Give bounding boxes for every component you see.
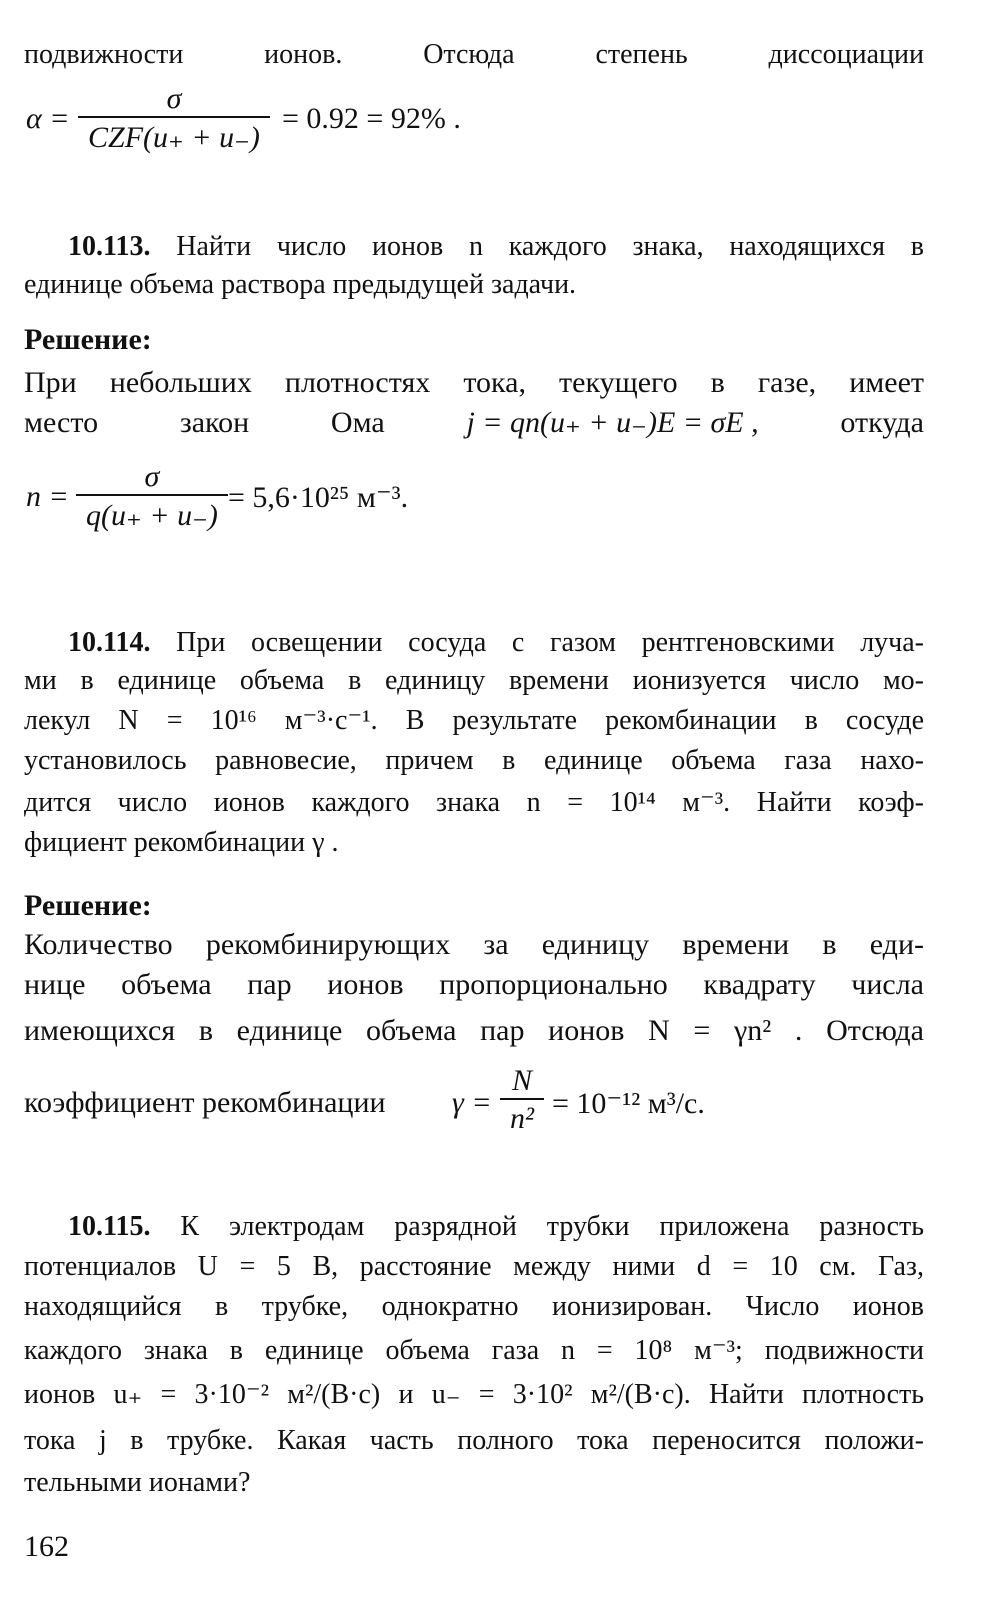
alpha-fraction bbox=[78, 82, 270, 155]
gamma-text: коэффициент рекомбинации bbox=[24, 1086, 386, 1119]
gamma-fraction bbox=[500, 1064, 544, 1136]
problem-115-line-5: ионов u₊ = 3·10⁻² м²/(В·с) и u₋ = 3·10² м²/(В·с). Найти плотность bbox=[24, 1379, 924, 1410]
problem-114-line-4: установилось равновесие, причем в единице объема газа нахо- bbox=[24, 745, 924, 776]
problem-115-line-3: находящийся в трубке, однократно ионизирован. Число ионов bbox=[24, 1291, 924, 1322]
n-numerator: σ bbox=[144, 460, 160, 493]
n-denominator: q(u₊ + u₋) bbox=[76, 494, 228, 533]
problem-115-line-4: каждого знака в единице объема газа n = 10⁸ м⁻³; подвижности bbox=[24, 1335, 924, 1366]
problem-113-line-1 bbox=[68, 230, 924, 264]
problem-114-line-5: дится число ионов каждого знака n = 10¹⁴ м⁻³. Найти коэф- bbox=[24, 787, 924, 818]
n-lhs: n = bbox=[26, 480, 69, 513]
problem-114-line-3: лекул N = 10¹⁶ м⁻³·с⁻¹. В результате рекомбинации в сосуде bbox=[24, 705, 924, 736]
page-number: 162 bbox=[24, 1530, 69, 1563]
text-word: место bbox=[24, 406, 99, 439]
text-line: подвижности ионов. Отсюда степень диссоциации bbox=[24, 39, 924, 70]
problem-text: К электродам разрядной трубки приложена разность bbox=[180, 1211, 924, 1242]
solution-113-line-2 bbox=[24, 406, 924, 440]
gamma-numerator: N bbox=[511, 1064, 532, 1097]
alpha-lhs: α = bbox=[26, 102, 70, 135]
problem-115-line-7: тельными ионами? bbox=[24, 1467, 251, 1498]
gamma-lhs: γ = bbox=[452, 1086, 492, 1119]
problem-number: 10.115. bbox=[68, 1211, 151, 1242]
problem-text: При освещении сосуда с газом рентгеновскими луча- bbox=[176, 627, 925, 658]
problem-113-line-2: единице объема раствора предыдущей задачи. bbox=[24, 269, 577, 300]
text-word: закон bbox=[179, 406, 250, 439]
problem-115-line-1 bbox=[68, 1210, 924, 1244]
alpha-numerator: σ bbox=[166, 82, 182, 115]
solution-113-line-1: При небольших плотностях тока, текущего в газе, имеет bbox=[24, 366, 924, 399]
ohm-law-formula: j = qn(u₊ + u₋)E = σE , bbox=[466, 406, 759, 439]
problem-114-line-1 bbox=[68, 626, 924, 660]
problem-text: Найти число ионов n каждого знака, находящихся в bbox=[176, 231, 925, 262]
solution-114-line-2: нице объема пар ионов пропорционально квадрату числа bbox=[24, 968, 924, 1001]
text-word: откуда bbox=[840, 406, 924, 439]
problem-114-line-2: ми в единице объема в единицу времени ионизуется число мо- bbox=[24, 665, 924, 696]
solution-114-line-3: имеющихся в единице объема пар ионов N = γn² . Отсюда bbox=[24, 1014, 924, 1047]
n-rhs: = 5,6·10²⁵ м⁻³. bbox=[228, 481, 409, 514]
text-word: Ома bbox=[330, 406, 385, 439]
problem-115-line-6: тока j в трубке. Какая часть полного тока переносится положи- bbox=[24, 1425, 924, 1456]
n-fraction bbox=[76, 460, 228, 533]
problem-114-line-6: фициент рекомбинации γ . bbox=[24, 827, 339, 858]
problem-number: 10.114. bbox=[68, 627, 151, 658]
solution-heading: Решение: bbox=[24, 323, 152, 356]
gamma-rhs: = 10⁻¹² м³/с. bbox=[552, 1087, 705, 1120]
gamma-denominator: n² bbox=[500, 1098, 544, 1136]
solution-heading: Решение: bbox=[24, 889, 152, 922]
problem-115-line-2: потенциалов U = 5 В, расстояние между ними d = 10 см. Газ, bbox=[24, 1251, 924, 1282]
alpha-denominator: CZF(u₊ + u₋) bbox=[78, 116, 270, 155]
problem-number: 10.113. bbox=[68, 231, 151, 262]
solution-114-line-1: Количество рекомбинирующих за единицу времени в еди- bbox=[24, 928, 924, 961]
alpha-rhs: = 0.92 = 92% . bbox=[282, 102, 461, 135]
